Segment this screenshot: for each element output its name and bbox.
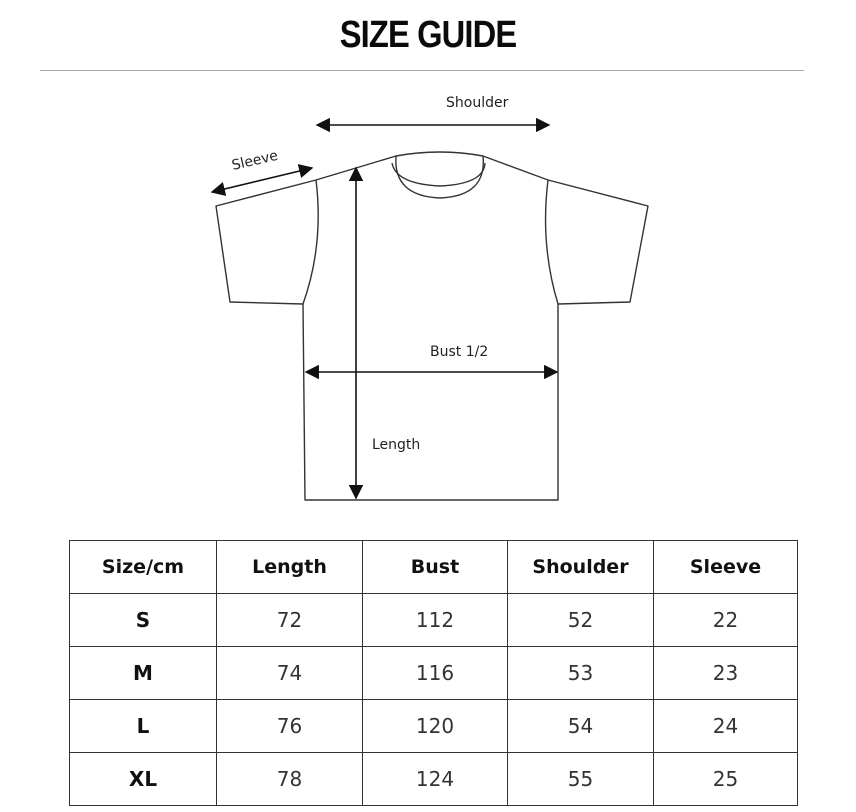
header-shoulder: Shoulder [508, 541, 654, 594]
table-header-row [70, 541, 798, 594]
length-cell: 74 [217, 647, 363, 700]
bust-cell: 120 [363, 700, 508, 753]
bust-cell: 112 [363, 594, 508, 647]
length-cell: 72 [217, 594, 363, 647]
page-title: SIZE GUIDE [339, 14, 517, 56]
tshirt-body [216, 156, 648, 500]
size-cell: XL [70, 753, 217, 806]
tshirt-collar-outer [396, 152, 483, 198]
header-sleeve: Sleeve [654, 541, 798, 594]
table-row [70, 647, 798, 700]
header-length: Length [217, 541, 363, 594]
size-cell: M [70, 647, 217, 700]
table-row [70, 753, 798, 806]
tshirt-outline [216, 152, 648, 500]
tshirt-left-armhole [303, 180, 318, 304]
sleeve-arrow [212, 168, 312, 192]
sleeve-label: Sleeve [230, 147, 280, 174]
length-cell: 78 [217, 753, 363, 806]
length-cell: 76 [217, 700, 363, 753]
header-size: Size/cm [70, 541, 217, 594]
shoulder-cell: 54 [508, 700, 654, 753]
tshirt-right-armhole [546, 180, 558, 304]
sleeve-cell: 24 [654, 700, 798, 753]
bust-cell: 124 [363, 753, 508, 806]
sleeve-cell: 23 [654, 647, 798, 700]
size-cell: L [70, 700, 217, 753]
shoulder-cell: 52 [508, 594, 654, 647]
table-row [70, 594, 798, 647]
shoulder-cell: 53 [508, 647, 654, 700]
table-row [70, 700, 798, 753]
bust-cell: 116 [363, 647, 508, 700]
length-label: Length [372, 437, 421, 453]
shoulder-label: Shoulder [446, 95, 509, 111]
shoulder-cell: 55 [508, 753, 654, 806]
sleeve-cell: 25 [654, 753, 798, 806]
bust-label: Bust 1/2 [430, 344, 489, 360]
size-cell: S [70, 594, 217, 647]
header-bust: Bust [363, 541, 508, 594]
size-chart-table [69, 540, 798, 806]
tshirt-collar-inner [392, 163, 485, 186]
sleeve-cell: 22 [654, 594, 798, 647]
